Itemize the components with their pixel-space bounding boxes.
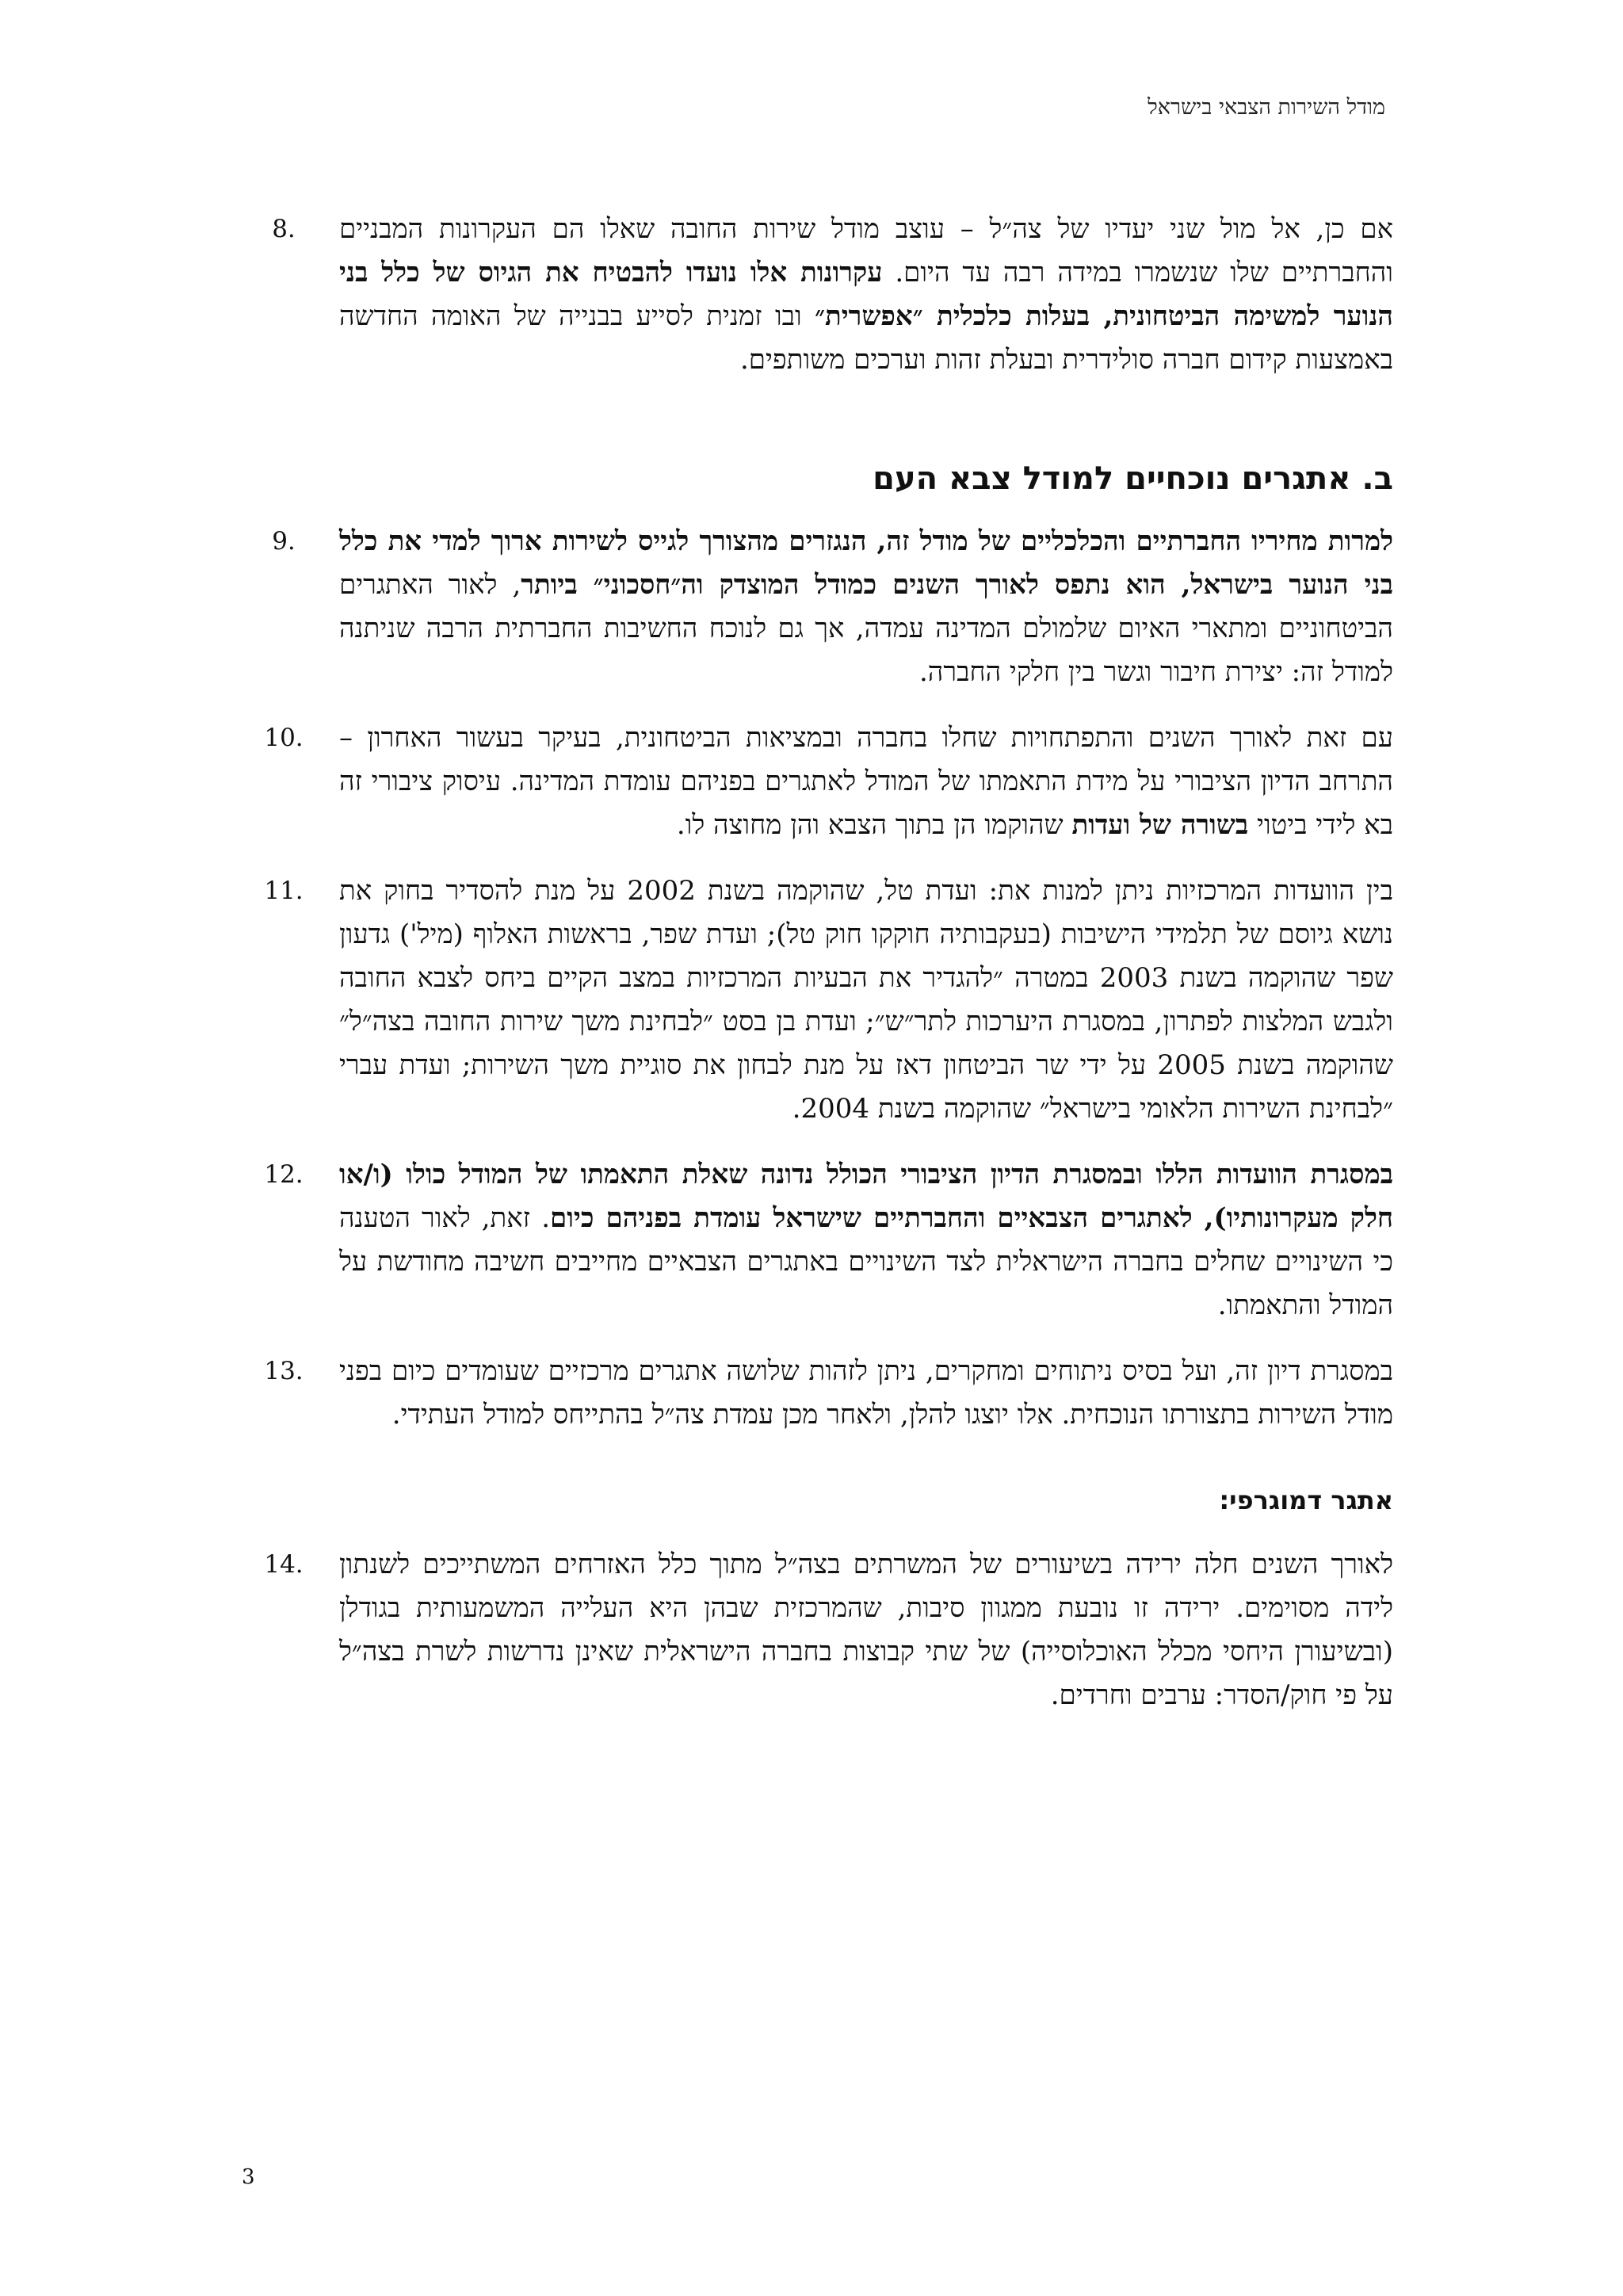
paragraph-group-b: [228, 520, 1393, 1437]
paragraph-group-c: [228, 1543, 1393, 1717]
paragraph-number: 10.: [264, 724, 304, 752]
running-header: מודל השירות הצבאי בישראל: [1148, 95, 1385, 120]
text-segment: ובו זמנית לסייע בבנייה של האומה החדשה באמצעות קידום חברה סולידרית ובעלת זהות וערכים משותפים.: [339, 300, 1393, 376]
numbered-paragraph: [228, 869, 1393, 1131]
text-segment: עם זאת לאורך השנים והתפתחויות שחלו בחברה ובמציאות הביטחונית, בעיקר בעשור האחרון – התרחב הדיון הציבורי על מידת התאמתו של המודל לאתגרים בפניהם עומדת המדינה. עיסוק ציבורי זה בא לידי ביטוי: [339, 722, 1393, 841]
bold-text-segment: למרות מחיריו החברתיים והכלכליים של מודל זה, הנגזרים מהצורך לגייס לשירות ארוך למדי את כלל בני הנוער בישראל, הוא נתפס לאורך השנים כמודל המוצדק וה״חסכוני״ ביותר: [339, 525, 1393, 601]
text-segment: בין הוועדות המרכזיות ניתן למנות את: ועדת טל, שהוקמה בשנת 2002 על מנת להסדיר בחוק את נושא גיוסם של תלמידי הישיבות (בעקבותיה חוקקו חוק טל); ועדת שפר, בראשות האלוף (מיל') גדעון שפר שהוקמה בשנת 2003 במטרה ״להגדיר את הבעיות המרכזיות במצב הקיים ביחס לצבא החובה ולגבש המלצות לפתרון, במסגרת היערכות לתר״ש״; ועדת בן בסט ״לבחינת משך שירות החובה בצה״ל״ שהוקמה בשנת 2005 על ידי שר הביטחון דאז על מנת לבחון את סוגיית משך השירות; ועדת עברי ״לבחינת השירות הלאומי בישראל״ שהוקמה בשנת 2004.: [339, 875, 1394, 1125]
paragraph-number: 9.: [272, 527, 296, 556]
paragraph-text: [339, 869, 1393, 1131]
text-segment: במסגרת דיון זה, ועל בסיס ניתוחים ומחקרים, ניתן לזהות שלושה אתגרים מרכזיים שעומדים כיום בפני מודל השירות בתצורתו הנוכחית. אלו יוצגו להלן, ולאחר מכן עמדת צה״ל בהתייחס למודל העתידי.: [339, 1355, 1393, 1431]
numbered-paragraph: [228, 1350, 1393, 1437]
numbered-paragraph: [228, 1153, 1393, 1328]
paragraph-number: 11.: [264, 877, 304, 905]
text-segment: . זאת, לאור הטענה כי השינויים שחלים בחברה הישראלית לצד השינויים באתגרים הצבאיים מחייבים חשיבה מחודשת על המודל והתאמתו.: [339, 1202, 1393, 1321]
bold-text-segment: עקרונות אלו נועדו להבטיח את הגיוס של כלל בני הנוער למשימה הביטחונית, בעלות כלכלית ״אפשרית״: [339, 257, 1393, 332]
page-number: 3: [242, 2165, 255, 2189]
numbered-paragraph: [228, 1543, 1393, 1717]
paragraph-number: 8.: [272, 215, 296, 243]
bold-text-segment: במסגרת הוועדות הללו ובמסגרת הדיון הציבורי הכולל נדונה שאלת התאמתו של המודל כולו (ו/או חלק מעקרונותיו), לאתגרים הצבאיים והחברתיים שישראל עומדת בפניהם כיום: [339, 1159, 1393, 1234]
text-segment: שהוקמו הן בתוך הצבא והן מחוצה לו.: [676, 809, 1072, 841]
paragraph-text: [339, 1153, 1393, 1328]
paragraph-text: [339, 716, 1393, 847]
text-segment: , לאור האתגרים הביטחוניים ומתארי האיום שלמולם המדינה עמדה, אך גם לנוכח החשיבות החברתית הרבה שניתנה למודל זה: יצירת חיבור וגשר בין חלקי החברה.: [339, 569, 1393, 688]
section-heading: ב. אתגרים נוכחיים למודל צבא העם: [873, 460, 1393, 497]
paragraph-number: 13.: [264, 1357, 304, 1385]
paragraph-text: [339, 1543, 1393, 1717]
numbered-paragraph: [228, 716, 1393, 847]
paragraph-text: [339, 520, 1393, 694]
numbered-paragraph: [228, 208, 1393, 382]
paragraph-number: 12.: [264, 1160, 304, 1189]
text-segment: אם כן, אל מול שני יעדיו של צה״ל – עוצב מודל שירות החובה שאלו הם העקרונות המבניים והחברתיים שלו שנשמרו במידה רבה עד היום.: [339, 213, 1393, 288]
text-segment: לאורך השנים חלה ירידה בשיעורים של המשרתים בצה״ל מתוך כלל האזרחים המשתייכים לשנתון לידה מסוימים. ירידה זו נובעת ממגוון סיבות, שהמרכזית שבהן היא העלייה המשמעותית בגודלן (ובשיעורן היחסי מכלל האוכלוסייה) של שתי קבוצות בחברה הישראלית שאינן נדרשות לשרת בצה״ל על פי חוק/הסדר: ערבים וחרדים.: [339, 1549, 1393, 1711]
paragraph-group-a: [228, 208, 1393, 382]
subsection-heading: אתגר דמוגרפי:: [1219, 1485, 1393, 1515]
paragraph-text: [339, 208, 1393, 382]
numbered-paragraph: [228, 520, 1393, 694]
paragraph-number: 14.: [264, 1550, 304, 1579]
paragraph-text: [339, 1350, 1393, 1437]
bold-text-segment: בשורה של ועדות: [1071, 809, 1249, 841]
document-body: [228, 208, 1393, 1740]
